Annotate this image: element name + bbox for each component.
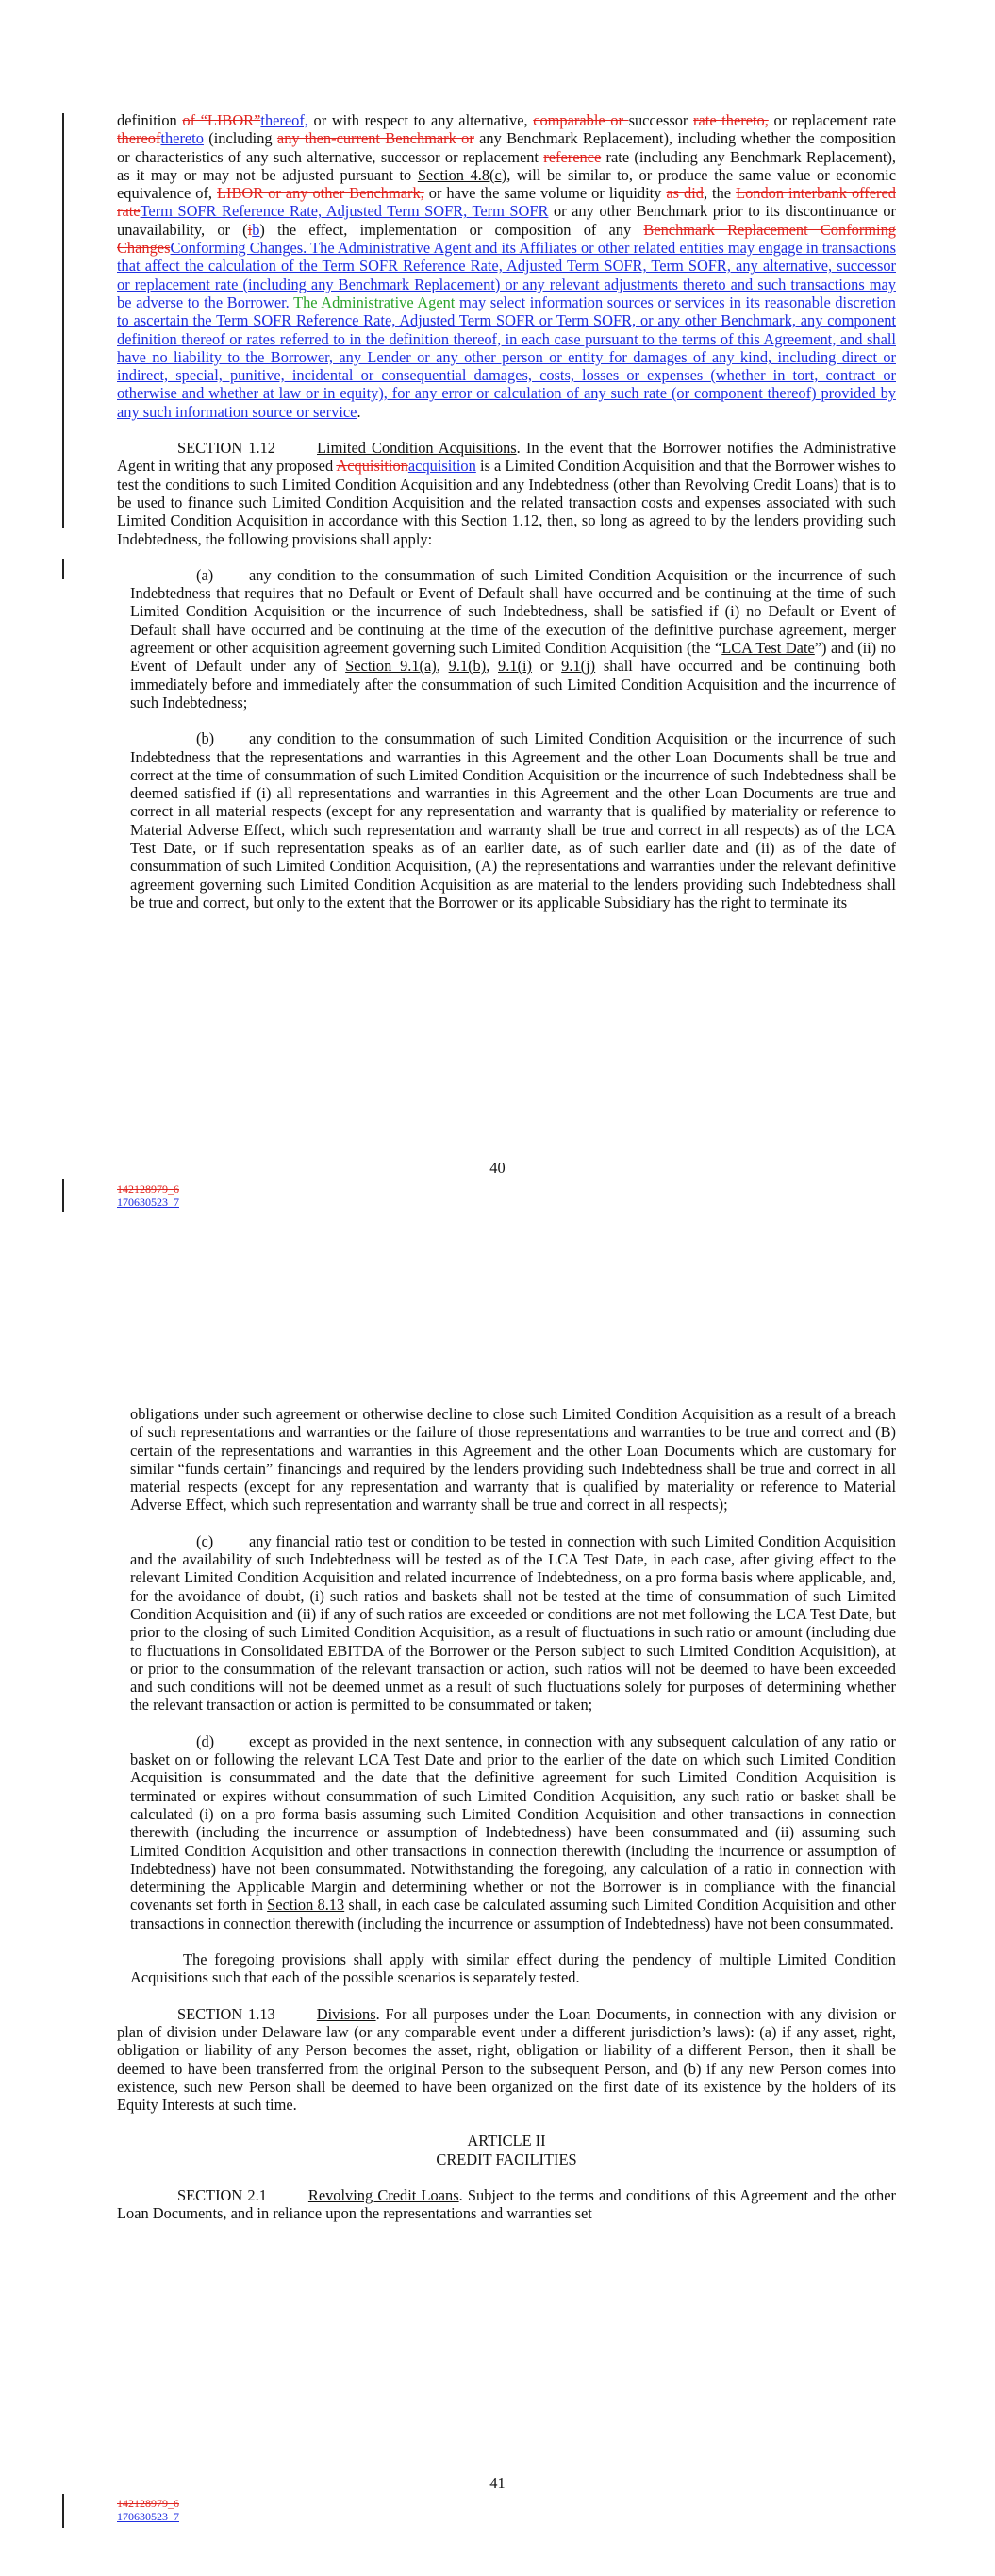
clause-label: (b) xyxy=(196,729,215,748)
deleted-text: LIBOR or any other Benchmark, xyxy=(217,184,424,203)
section-2-1: SECTION 2.1 Revolving Credit Loans. Subject to the terms and conditions of this Agreement and the other Loan Documents, and in reliance upon the representations and warranties set xyxy=(117,2185,896,2223)
section-reference: 9.1(i) xyxy=(498,657,533,676)
change-bar xyxy=(62,559,64,579)
clause-b: (b) any condition to the consummation of such Limited Condition Acquisition or the incurrence of such Indebtedness that the representations and warranties in this Agreement and the other Loan Documents shall be true and correct at the time of consummation of such Limited Condition Acquisition or the incurrence of such Indebtedness shall be deemed satisfied if (i) all representations and warranties in this Agreement and the other Loan Documents are true and correct in all material respects (except for any representation and warranty that is qualified by materiality or reference to Material Adverse Effect, which such representation and warranty shall be true and correct in all respects) as of the LCA Test Date, or if such representation speaks as of an earlier date, as of such earlier date and (ii) as of the date of consummation of such Limited Condition Acquisition, (A) the representations and warranties under the relevant definitive agreement governing such Limited Condition Acquisition as are material to the lenders providing such Indebtedness shall be true and correct, but only to the extent that the Borrower or its applicable Subsidiary has the right to terminate its xyxy=(130,729,896,912)
inserted-text: thereof, xyxy=(260,111,308,129)
section-1-12: SECTION 1.12 Limited Condition Acquisitions. In the event that the Borrower notifies the Administrative Agent in writing that any proposed Acquisitionacquisition is a Limited Condition Acquisition and that the Borrower wishes to test the conditions to such Limited Condition Acquisition and any Indebtedness (other than Revolving Credit Loans) that is to be used to finance such Limited Condition Acquisition and the related transaction costs and expenses associated with such Limited Condition Acquisition in accordance with this Section 1.12, then, so long as agreed to by the lenders providing such Indebtedness, the following provisions shall apply: xyxy=(117,439,896,548)
change-bar xyxy=(62,1179,64,1212)
change-bar xyxy=(62,113,64,528)
section-reference: Section 1.12 xyxy=(460,511,539,530)
page-40-body xyxy=(117,111,896,929)
section-title: Revolving Credit Loans xyxy=(307,2185,459,2204)
deleted-text: Benchmark Replacement Conforming Changes xyxy=(117,220,896,258)
change-bar xyxy=(62,2494,64,2528)
clause-d: (d) except as provided in the next sentence, in connection with any subsequent calculation of any ratio or basket on or following the relevant LCA Test Date and prior to the earlier of the date on which such Limited Condition Acquisition is consummated and the date that the definitive agreement for such Limited Condition Acquisition is terminated or expires without consummation of such Limited Condition Acquisition, any such ratio or basket shall be calculated (i) on a pro forma basis assuming such Limited Condition Acquisition and other transactions in connection therewith (including the incurrence or assumption of Indebtedness) have been consummated and (ii) assuming such Limited Condition Acquisition and other transactions in connection therewith (including the incurrence or assumption of Indebtedness) have not been consummated. Notwithstanding the foregoing, any calculation of a ratio in connection with determining the Applicable Margin and determining whether or not the Borrower is in compliance with the financial covenants set forth in Section 8.13 shall, in each case be calculated assuming such Limited Condition Acquisition and other transactions in connection therewith (including the incurrence or assumption of Indebtedness) have not been consummated. xyxy=(130,1731,896,1932)
deleted-text: i xyxy=(247,220,253,239)
section-number: SECTION 1.13 xyxy=(177,2004,275,2023)
deleted-text: as did xyxy=(666,184,704,203)
new-document-id: 170630523_7 xyxy=(117,2510,179,2523)
inserted-text: may select information sources or services in its reasonable discretion to ascertain the Term SOFR Reference Rate, Adjusted Term SOFR or Term SOFR, or any other Benchmark, any component definition thereof or rates referred to in the definition thereof, in each case pursuant to the terms of this Agreement, and shall have no liability to the Borrower, any Lender or any other person or entity for damages of any kind, including direct or indirect, special, punitive, incidental or consequential damages, costs, losses or expenses (whether in tort, contract or otherwise and whether at law or in equity), for any error or calculation of any such rate (or component thereof) provided by any such information source or service xyxy=(117,293,896,421)
page-number: 41 xyxy=(489,2474,506,2492)
new-document-id: 170630523_7 xyxy=(117,1196,179,1209)
deleted-text: Acquisition xyxy=(336,457,408,476)
clause-c: (c) any financial ratio test or condition to be tested in connection with such Limited Condition Acquisition and the availability of such Indebtedness will be tested as of the LCA Test Date, in each case, after giving effect to the relevant Limited Condition Acquisition and related incurrence of Indebtedness, on a pro forma basis where applicable, and, for the avoidance of doubt, (i) such ratios and baskets shall not be tested at the time of consummation of such Limited Condition Acquisition and (ii) if any of such ratios are exceeded or conditions are not met following the LCA Test Date, but prior to the closing of such Limited Condition Acquisition, as a result of fluctuations in such ratio or amount (including due to fluctuations in Consolidated EBITDA of the Borrower or the Person subject to such Limited Condition Acquisition), at or prior to the consummation of the relevant transaction or action, such ratios will not be deemed to have been exceeded and such conditions will not be deemed unmet as a result of such fluctuations solely for purposes of determining whether the relevant transaction or action is permitted to be consummated or taken; xyxy=(130,1531,896,1715)
section-number: SECTION 1.12 xyxy=(177,439,276,458)
section-reference: Section 8.13 xyxy=(267,1896,345,1915)
clause-b-continued: obligations under such agreement or otherwise decline to close such Limited Condition Acquisition as a result of a breach of such representations and warranties or the failure of those representations and warranties to be true and correct and (B) certain of the representations and warranties in this Agreement and the other Loan Documents which are customary for similar “funds certain” financings and required by the lenders providing such Indebtedness shall be true and correct in all material respects (except for any representation and warranty that is qualified by materiality or reference to Material Adverse Effect, which such representation and warranty shall be true and correct in all respects); xyxy=(130,1405,896,1514)
inserted-text: Term SOFR Reference Rate, Adjusted Term SOFR, Term SOFR xyxy=(140,202,549,221)
section-title: Divisions xyxy=(316,2004,376,2023)
clause-label: (c) xyxy=(196,1531,214,1550)
deleted-text: any then-current Benchmark or xyxy=(276,129,474,148)
document-id xyxy=(117,1182,179,1209)
deleted-text: reference xyxy=(543,147,602,166)
clause-label: (a) xyxy=(196,565,214,584)
page-number: 40 xyxy=(489,1159,506,1177)
section-number: SECTION 2.1 xyxy=(177,2185,267,2204)
clause-label: (d) xyxy=(196,1731,215,1750)
section-reference: 9.1(j) xyxy=(561,657,596,676)
deleted-text: rate thereto, xyxy=(693,111,769,129)
inserted-text: acquisition xyxy=(407,457,476,476)
article-title: CREDIT FACILITIES xyxy=(436,2149,577,2168)
section-reference: Section 4.8(c) xyxy=(417,165,507,184)
page-41-body xyxy=(117,1405,896,2241)
deleted-text: comparable or xyxy=(533,111,629,129)
page-41 xyxy=(0,1288,995,2576)
inserted-text: Conforming Changes. The Administrative Agent and its Affiliates or other related entities may engage in transactions that affect the calculation of the Term SOFR Reference Rate, Adjusted Term SOFR, Term SOFR, any alternative, successor or replacement rate (including any Benchmark Replacement) or any relevant adjustments thereto and such transactions may be adverse to the Borrower. xyxy=(117,239,896,311)
section-title: Limited Condition Acquisitions xyxy=(317,439,517,458)
section-reference: Section 9.1(a) xyxy=(345,657,437,676)
paragraph-disclaimer-cont: definition of “LIBOR”thereof, or with respect to any alternative, comparable or successor rate thereto, or replacement rate thereofthereto (including any then-current Benchmark or any Benchmark Replacement), including whether the composition or characteristics of any such alternative, successor or replacement reference rate (including any Benchmark Replacement), as it may or may not be adjusted pursuant to Section 4.8(c), will be similar to, or produce the same value or economic equivalence of, LIBOR or any other Benchmark, or have the same volume or liquidity as did, the London interbank offered rateTerm SOFR Reference Rate, Adjusted Term SOFR, Term SOFR or any other Benchmark prior to its discontinuance or unavailability, or (ib) the effect, implementation or composition of any Benchmark Replacement Conforming ChangesConforming Changes. The Administrative Agent and its Affiliates or other related entities may engage in transactions that affect the calculation of the Term SOFR Reference Rate, Adjusted Term SOFR, Term SOFR, any alternative, successor or replacement rate (including any Benchmark Replacement) or any relevant adjustments thereto and such transactions may be adverse to the Borrower. The Administrative Agent may select information sources or services in its reasonable discretion to ascertain the Term SOFR Reference Rate, Adjusted Term SOFR or Term SOFR, or any other Benchmark, any component definition thereof or rates referred to in the definition thereof, in each case pursuant to the terms of this Agreement, and shall have no liability to the Borrower, any Lender or any other person or entity for damages of any kind, including direct or indirect, special, punitive, incidental or consequential damages, costs, losses or expenses (whether in tort, contract or otherwise and whether at law or in equity), for any error or calculation of any such rate (or component thereof) provided by any such information source or service. xyxy=(117,111,897,421)
old-document-id: 142128979_6 xyxy=(117,1182,179,1196)
deleted-text: London interbank offered rate xyxy=(117,184,896,221)
article-heading: ARTICLE II xyxy=(467,2132,546,2150)
document-id xyxy=(117,2497,179,2523)
clause-a: (a) any condition to the consummation of such Limited Condition Acquisition or the incurrence of such Indebtedness that requires that no Default or Event of Default shall have occurred and be continuing at the time of such Limited Condition Acquisition or the incurrence of such Indebtedness, shall be satisfied if (i) no Default or Event of Default shall have occurred and be continuing at the time of the execution of the definitive purchase agreement, merger agreement or other acquisition agreement governing such Limited Condition Acquisition (the “LCA Test Date”) and (ii) no Event of Default under any of Section 9.1(a), 9.1(b), 9.1(i) or 9.1(j) shall have occurred and be continuing both immediately before and immediately after the consummation of such Limited Condition Acquisition and the incurrence of such Indebtedness; xyxy=(130,565,897,711)
old-document-id: 142128979_6 xyxy=(117,2497,179,2510)
deleted-text: of “LIBOR” xyxy=(182,111,261,129)
inserted-text: b xyxy=(252,220,260,239)
moved-text: The Administrative Agent xyxy=(293,293,456,311)
foregoing-provisions: The foregoing provisions shall apply with similar effect during the pendency of multiple Limited Condition Acquisitions such that each of the possible scenarios is separately tested. xyxy=(130,1950,896,1987)
inserted-text: thereto xyxy=(160,129,204,148)
section-1-13: SECTION 1.13 Divisions. For all purposes under the Loan Documents, in connection with any division or plan of division under Delaware law (or any comparable event under a different jurisdiction’s laws): (a) if any asset, right, obligation or liability of any Person becomes the asset, right, obligation or liability of a different Person, then it shall be deemed to have been transferred from the original Person to the subsequent Person, and (b) if any new Person comes into existence, such new Person shall be deemed to have been organized on the first date of its existence by the holders of its Equity Interests at such time. xyxy=(117,2004,896,2115)
defined-term: LCA Test Date xyxy=(721,639,815,658)
section-reference: 9.1(b) xyxy=(448,657,487,676)
deleted-text: thereof xyxy=(117,129,161,148)
